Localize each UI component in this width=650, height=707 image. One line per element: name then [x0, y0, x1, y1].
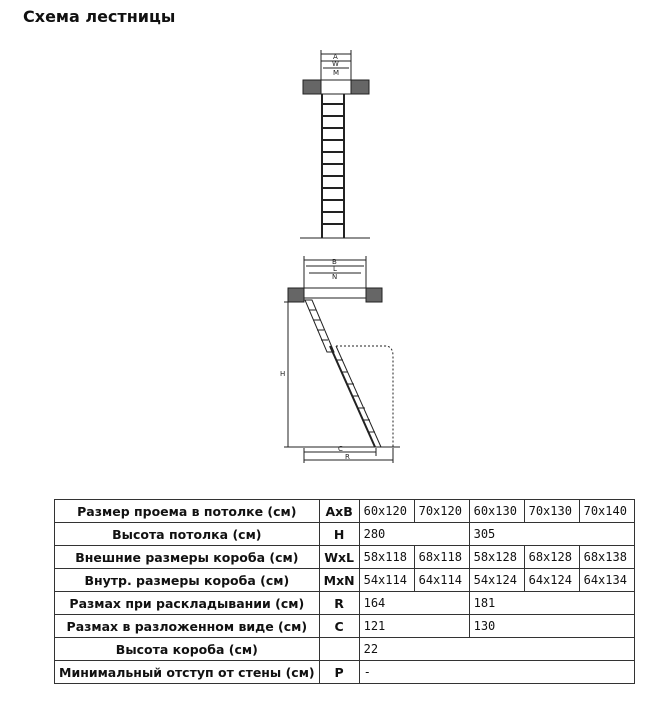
value-cell: 64x114 — [414, 569, 469, 592]
value-cell: - — [359, 661, 634, 684]
value-cell: 164 — [359, 592, 469, 615]
label-r: R — [345, 453, 350, 461]
symbol-cell — [319, 638, 359, 661]
label-l: L — [333, 265, 337, 273]
value-cell: 305 — [469, 523, 634, 546]
table-row — [55, 661, 635, 684]
param-cell: Размах в разложенном виде (см) — [55, 615, 320, 638]
param-cell: Размер проема в потолке (см) — [55, 500, 320, 523]
value-cell: 22 — [359, 638, 634, 661]
value-cell: 130 — [469, 615, 634, 638]
value-cell: 64x134 — [579, 569, 634, 592]
param-cell: Внешние размеры короба (см) — [55, 546, 320, 569]
value-cell: 58x118 — [359, 546, 414, 569]
table-row — [55, 569, 635, 592]
param-cell: Минимальный отступ от стены (см) — [55, 661, 320, 684]
value-cell: 70x130 — [524, 500, 579, 523]
value-cell: 280 — [359, 523, 469, 546]
symbol-cell: R — [319, 592, 359, 615]
symbol-cell: MxN — [319, 569, 359, 592]
label-b: B — [332, 258, 337, 266]
value-cell: 68x138 — [579, 546, 634, 569]
symbol-cell: C — [319, 615, 359, 638]
label-c: C — [338, 445, 343, 453]
value-cell: 60x120 — [359, 500, 414, 523]
table-row — [55, 523, 635, 546]
param-cell: Размах при раскладывании (см) — [55, 592, 320, 615]
value-cell: 121 — [359, 615, 469, 638]
label-h: H — [280, 370, 286, 378]
table-row — [55, 638, 635, 661]
symbol-cell: P — [319, 661, 359, 684]
param-cell: Внутр. размеры короба (см) — [55, 569, 320, 592]
table-row — [55, 592, 635, 615]
value-cell: 54x114 — [359, 569, 414, 592]
table-row — [55, 615, 635, 638]
value-cell: 58x128 — [469, 546, 524, 569]
page-title: Схема лестницы — [23, 7, 176, 26]
value-cell: 64x124 — [524, 569, 579, 592]
table-row — [55, 546, 635, 569]
label-m: M — [333, 69, 340, 77]
value-cell: 70x120 — [414, 500, 469, 523]
front-view — [300, 50, 370, 238]
value-cell: 68x118 — [414, 546, 469, 569]
value-cell: 181 — [469, 592, 634, 615]
param-cell: Высота короба (см) — [55, 638, 320, 661]
symbol-cell: AxB — [319, 500, 359, 523]
label-a: A — [333, 53, 338, 61]
specification-table — [54, 499, 635, 684]
label-n: N — [332, 273, 338, 281]
value-cell: 70x140 — [579, 500, 634, 523]
value-cell: 54x124 — [469, 569, 524, 592]
label-w: W — [332, 60, 339, 68]
symbol-cell: WxL — [319, 546, 359, 569]
param-cell: Высота потолка (см) — [55, 523, 320, 546]
side-view — [284, 256, 400, 463]
value-cell: 60x130 — [469, 500, 524, 523]
table-row — [55, 500, 635, 523]
symbol-cell: H — [319, 523, 359, 546]
value-cell: 68x128 — [524, 546, 579, 569]
